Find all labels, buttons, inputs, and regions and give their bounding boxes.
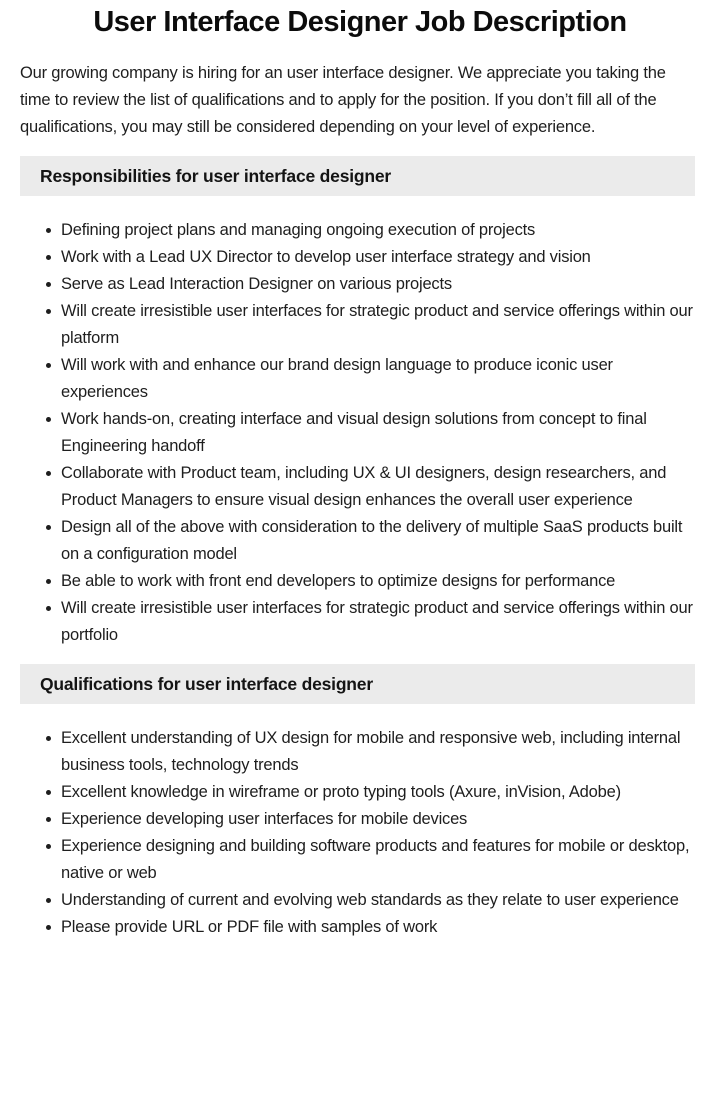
- qualifications-section: [0, 664, 720, 941]
- list-item: Will create irresistible user interfaces for strategic product and service offerings within our platform: [45, 298, 695, 352]
- list-item: Design all of the above with consideration to the delivery of multiple SaaS products built on a configuration model: [45, 514, 695, 568]
- list-item: Defining project plans and managing ongoing execution of projects: [45, 217, 695, 244]
- list-item: Work hands-on, creating interface and visual design solutions from concept to final Engineering handoff: [45, 406, 695, 460]
- list-item: Excellent understanding of UX design for mobile and responsive web, including internal business tools, technology trends: [45, 725, 695, 779]
- list-item: Be able to work with front end developers to optimize designs for performance: [45, 568, 695, 595]
- list-item: Will work with and enhance our brand design language to produce iconic user experiences: [45, 352, 695, 406]
- list-item: Experience developing user interfaces for mobile devices: [45, 806, 695, 833]
- list-item: Understanding of current and evolving web standards as they relate to user experience: [45, 887, 695, 914]
- list-item: Collaborate with Product team, including UX & UI designers, design researchers, and Product Managers to ensure visual design enhances the overall user experience: [45, 460, 695, 514]
- list-item: Please provide URL or PDF file with samples of work: [45, 914, 695, 941]
- list-item: Work with a Lead UX Director to develop user interface strategy and vision: [45, 244, 695, 271]
- list-item: Excellent knowledge in wireframe or proto typing tools (Axure, inVision, Adobe): [45, 779, 695, 806]
- qualifications-section-header: Qualifications for user interface designer: [20, 664, 695, 704]
- responsibilities-section-header: Responsibilities for user interface designer: [20, 156, 695, 196]
- responsibilities-section: [0, 156, 720, 649]
- list-item: Will create irresistible user interfaces for strategic product and service offerings within our portfolio: [45, 595, 695, 649]
- list-item: Serve as Lead Interaction Designer on various projects: [45, 271, 695, 298]
- page-title: User Interface Designer Job Description: [93, 6, 627, 38]
- intro-paragraph: Our growing company is hiring for an user interface designer. We appreciate you taking the time to review the list of qualifications and to apply for the position. If you don’t fill all of the qualifications, you may still be considered depending on your level of experience.: [20, 64, 666, 136]
- list-item: Experience designing and building software products and features for mobile or desktop, native or web: [45, 833, 695, 887]
- qualifications-list: [45, 725, 695, 941]
- responsibilities-list: [45, 217, 695, 649]
